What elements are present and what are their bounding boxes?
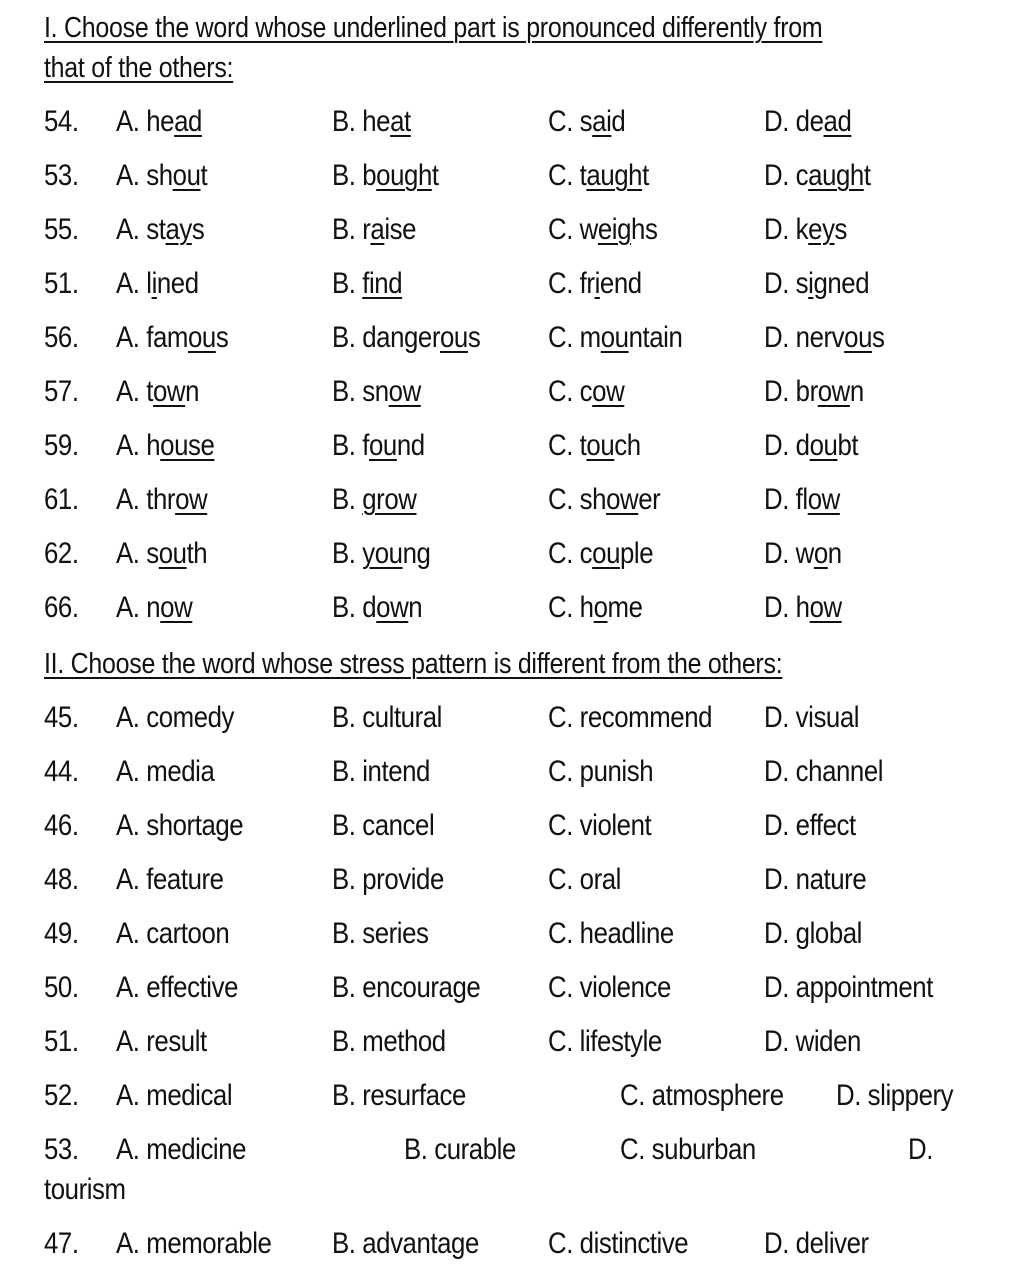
option-c: C. atmosphere [620, 1079, 784, 1112]
question-row [0, 806, 1024, 846]
option-b: B. encourage [332, 971, 481, 1004]
option-d: D. slippery [836, 1079, 954, 1112]
option-a: A. throw [116, 483, 208, 516]
option-b: B. heat [332, 105, 411, 138]
question-number: 44. [44, 755, 79, 788]
question-row [0, 480, 1024, 520]
question-number: 53. [44, 1133, 79, 1166]
option-d: D. dead [764, 105, 852, 138]
option-b: B. young [332, 537, 431, 570]
question-number: 55. [44, 213, 79, 246]
option-a: A. famous [116, 321, 229, 354]
option-c: C. couple [548, 537, 654, 570]
option-c: C. violent [548, 809, 652, 842]
underlined-part: ou [809, 429, 838, 462]
question-number: 52. [44, 1079, 79, 1112]
option-a: A. house [116, 429, 215, 462]
option-c: C. recommend [548, 701, 713, 734]
option-c: C. touch [548, 429, 641, 462]
option-d: D. flow [764, 483, 840, 516]
option-c: C. friend [548, 267, 642, 300]
option-a: A. medical [116, 1079, 233, 1112]
option-d: D. nervous [764, 321, 885, 354]
option-c: C. lifestyle [548, 1025, 662, 1058]
option-a: A. stays [116, 213, 205, 246]
question-row [0, 860, 1024, 900]
option-b: B. found [332, 429, 425, 462]
underlined-part: eig [597, 213, 632, 246]
option-a: A. medicine [116, 1133, 247, 1166]
option-b: B. cancel [332, 809, 435, 842]
option-d: D. caught [764, 159, 871, 192]
option-b: B. intend [332, 755, 430, 788]
option-c: C. cow [548, 375, 625, 408]
underlined-part: ow [160, 591, 193, 624]
question-row-continued [0, 1170, 1024, 1210]
question-row [0, 318, 1024, 358]
question-number: 46. [44, 809, 79, 842]
option-d: D. visual [764, 701, 860, 734]
question-row [0, 1022, 1024, 1062]
option-a: A. media [116, 755, 215, 788]
underlined-part: ai [592, 105, 612, 138]
underlined-part: ow [807, 483, 840, 516]
option-a: A. cartoon [116, 917, 230, 950]
option-c: C. headline [548, 917, 674, 950]
question-number: 45. [44, 701, 79, 734]
underlined-part: ad [823, 105, 852, 138]
underlined-part: ou [600, 321, 629, 354]
option-c: C. oral [548, 863, 621, 896]
underlined-part: at [390, 105, 411, 138]
underlined-part: i [594, 267, 600, 300]
question-row [0, 264, 1024, 304]
question-number: 62. [44, 537, 79, 570]
option-a: A. effective [116, 971, 239, 1004]
option-b: B. raise [332, 213, 417, 246]
underlined-part: ow [592, 375, 625, 408]
underlined-part: ou [592, 537, 620, 570]
underlined-part: ow [376, 591, 409, 624]
option-c: C. said [548, 105, 626, 138]
underlined-part: ou [440, 321, 468, 354]
question-row [0, 752, 1024, 792]
question-number: 66. [44, 591, 79, 624]
underlined-part: grow [362, 483, 417, 516]
question-number: 51. [44, 1025, 79, 1058]
option-d: D. [908, 1133, 933, 1166]
option-a: A. shout [116, 159, 208, 192]
underlined-part: ou [158, 537, 187, 570]
option-a: A. memorable [116, 1227, 272, 1260]
option-c: C. taught [548, 159, 649, 192]
option-c: C. punish [548, 755, 654, 788]
underlined-part: ow [817, 375, 850, 408]
option-b: B. method [332, 1025, 446, 1058]
option-c: C. weighs [548, 213, 658, 246]
underlined-part: ay [165, 213, 192, 246]
option-d: D. global [764, 917, 862, 950]
option-d: D. signed [764, 267, 870, 300]
option-d: D. won [764, 537, 842, 570]
question-number: 57. [44, 375, 79, 408]
underlined-part: you [362, 537, 403, 570]
question-number: 47. [44, 1227, 79, 1260]
section1-title-continued: that of the others: [44, 52, 234, 84]
option-b: B. grow [332, 483, 417, 516]
option-d: D. deliver [764, 1227, 869, 1260]
option-b: B. provide [332, 863, 444, 896]
question-row [0, 1076, 1024, 1116]
question-row [0, 426, 1024, 466]
option-b: B. advantage [332, 1227, 479, 1260]
underlined-part: o [813, 537, 828, 570]
underlined-part: augh [808, 159, 864, 192]
option-b: B. bought [332, 159, 439, 192]
question-row [0, 102, 1024, 142]
option-c: C. home [548, 591, 643, 624]
question-row [0, 698, 1024, 738]
underlined-part: ad [174, 105, 202, 138]
underlined-part: a [370, 213, 385, 246]
question-row [0, 534, 1024, 574]
underlined-part: ow [606, 483, 639, 516]
option-a: A. now [116, 591, 193, 624]
option-b: B. series [332, 917, 429, 950]
underlined-part: ou [586, 429, 615, 462]
option-d: D. effect [764, 809, 856, 842]
underlined-part: ow [388, 375, 421, 408]
question-number: 51. [44, 267, 79, 300]
option-d: D. brown [764, 375, 864, 408]
option-a: A. comedy [116, 701, 235, 734]
section2-title: II. Choose the word whose stress pattern is different from the others: [44, 648, 783, 680]
underlined-part: ou [172, 159, 201, 192]
option-a: A. result [116, 1025, 207, 1058]
question-number: 56. [44, 321, 79, 354]
question-row [0, 1130, 1024, 1170]
question-row [0, 588, 1024, 628]
underlined-part: i [808, 267, 814, 300]
question-number: 53. [44, 159, 79, 192]
option-d: D. nature [764, 863, 867, 896]
underlined-part: ou [187, 321, 216, 354]
question-row [0, 968, 1024, 1008]
option-a: A. lined [116, 267, 199, 300]
option-d: D. appointment [764, 971, 933, 1004]
section1-title: I. Choose the word whose underlined part is pronounced differently from [44, 12, 823, 44]
underlined-part: ou [368, 429, 397, 462]
underlined-part: ough [376, 159, 432, 192]
underlined-part: ow [175, 483, 208, 516]
option-a: A. town [116, 375, 200, 408]
underlined-part: ou [844, 321, 872, 354]
underlined-part: ow [809, 591, 842, 624]
question-row [0, 1224, 1024, 1264]
underlined-part: i [151, 267, 157, 300]
question-number: 49. [44, 917, 79, 950]
question-number: 61. [44, 483, 79, 516]
question-number: 59. [44, 429, 79, 462]
question-row [0, 210, 1024, 250]
question-number: 54. [44, 105, 79, 138]
option-d: D. doubt [764, 429, 859, 462]
option-a: A. feature [116, 863, 224, 896]
underlined-part: find [362, 267, 403, 300]
option-a: A. head [116, 105, 202, 138]
question-row [0, 156, 1024, 196]
underlined-part: augh [586, 159, 643, 192]
option-c: C. suburban [620, 1133, 756, 1166]
option-c: C. shower [548, 483, 661, 516]
option-c: C. mountain [548, 321, 683, 354]
option-b: B. dangerous [332, 321, 481, 354]
option-b: B. down [332, 591, 423, 624]
underlined-part: o [593, 591, 608, 624]
option-d: D. channel [764, 755, 884, 788]
underlined-part: ow [152, 375, 186, 408]
underlined-part: ey [808, 213, 835, 246]
option-a: A. shortage [116, 809, 244, 842]
option-a: A. south [116, 537, 208, 570]
question-number: 48. [44, 863, 79, 896]
option-c: C. distinctive [548, 1227, 689, 1260]
option-b: B. cultural [332, 701, 442, 734]
option-b: B. find [332, 267, 403, 300]
question-row [0, 372, 1024, 412]
underlined-part: ouse [160, 429, 215, 462]
option-c: C. violence [548, 971, 671, 1004]
option-d: D. keys [764, 213, 848, 246]
option-d: D. widen [764, 1025, 861, 1058]
option-b: B. snow [332, 375, 421, 408]
question-row [0, 914, 1024, 954]
option-d: D. how [764, 591, 842, 624]
option-d-continued: tourism [44, 1173, 126, 1206]
question-number: 50. [44, 971, 79, 1004]
option-b: B. curable [404, 1133, 516, 1166]
option-b: B. resurface [332, 1079, 466, 1112]
